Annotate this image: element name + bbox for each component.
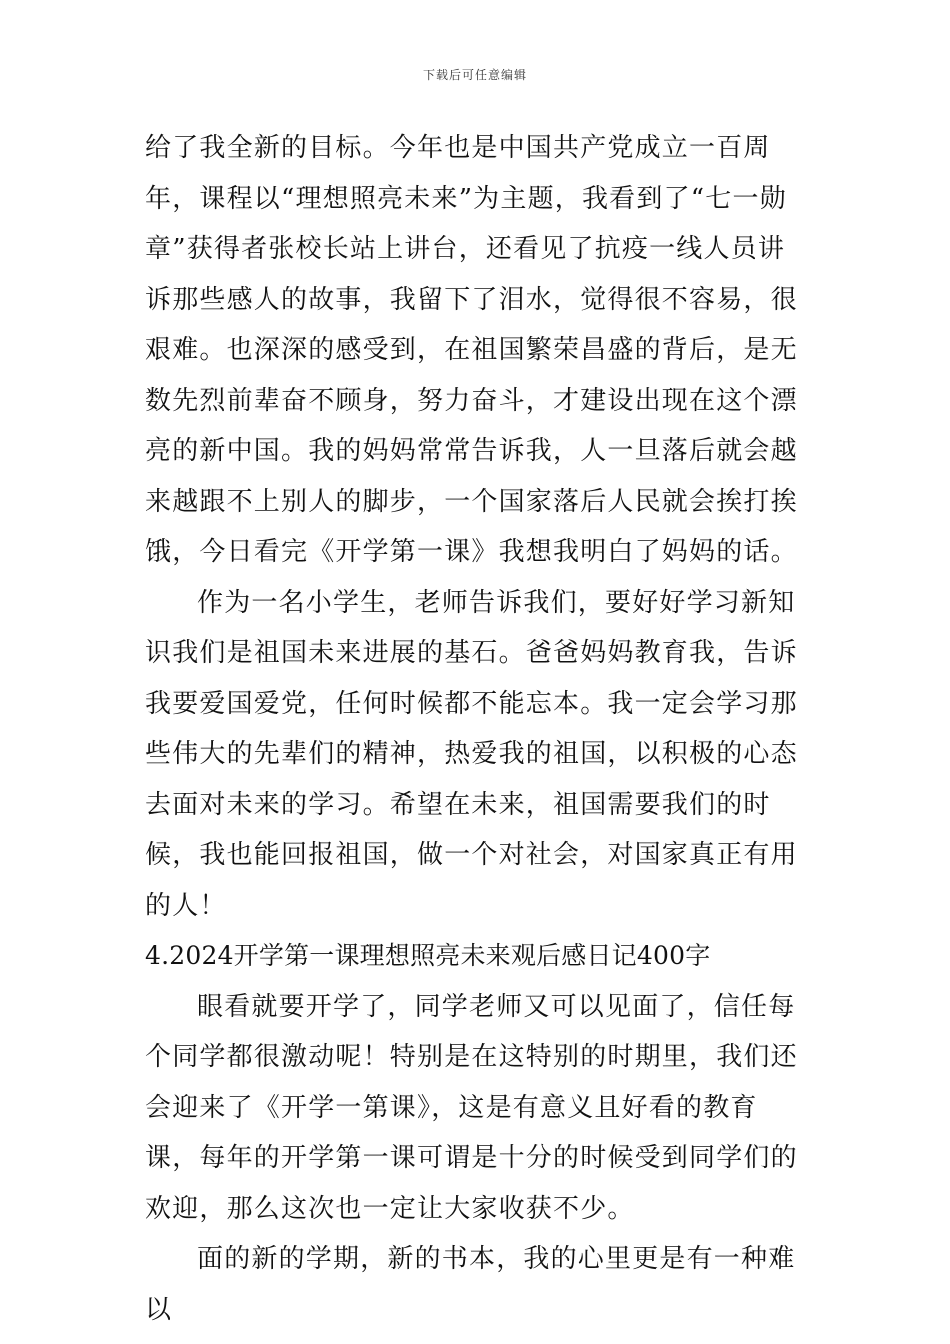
document-body (145, 123, 810, 1335)
paragraph: 作为一名小学生，老师告诉我们，要好好学习新知识我们是祖国未来进展的基石。爸爸妈妈教育我，告诉我要爱国爱党，任何时候都不能忘本。我一定会学习那些伟大的先辈们的精神，热爱我的祖国，以积极的心态去面对未来的学习。希望在未来，祖国需要我们的时候，我也能回报祖国，做一个对社会，对国家真正有用的人！ (145, 587, 798, 921)
section-heading: 4.2024开学第一课理想照亮未来观后感日记400字 (145, 941, 711, 970)
paragraph: 给了我全新的目标。今年也是中国共产党成立一百周年，课程以“理想照亮未来”为主题，我看到了“七一勋章”获得者张校长站上讲台，还看见了抗疫一线人员讲诉那些感人的故事，我留下了泪水，觉得很不容易，很艰难。也深深的感受到，在祖国繁荣昌盛的背后，是无数先烈前辈奋不顾身，努力奋斗，才建设出现在这个漂亮的新中国。我的妈妈常常告诉我，人一旦落后就会越来越跟不上别人的脚步，一个国家落后人民就会挨打挨饿，今日看完《开学第一课》我想我明白了妈妈的话。 (145, 133, 798, 567)
header-note: 下载后可任意编辑 (422, 68, 527, 82)
paragraph: 面的新的学期，新的书本，我的心里更是有一种难以 (145, 1244, 796, 1325)
paragraph: 眼看就要开学了，同学老师又可以见面了，信任每个同学都很激动呢！特别是在这特别的时期里，我们还会迎来了《开学一第课》，这是有意义且好看的教育课，每年的开学第一课可谓是十分的时候受到同学们的欢迎，那么这次也一定让大家收获不少。 (145, 991, 798, 1224)
